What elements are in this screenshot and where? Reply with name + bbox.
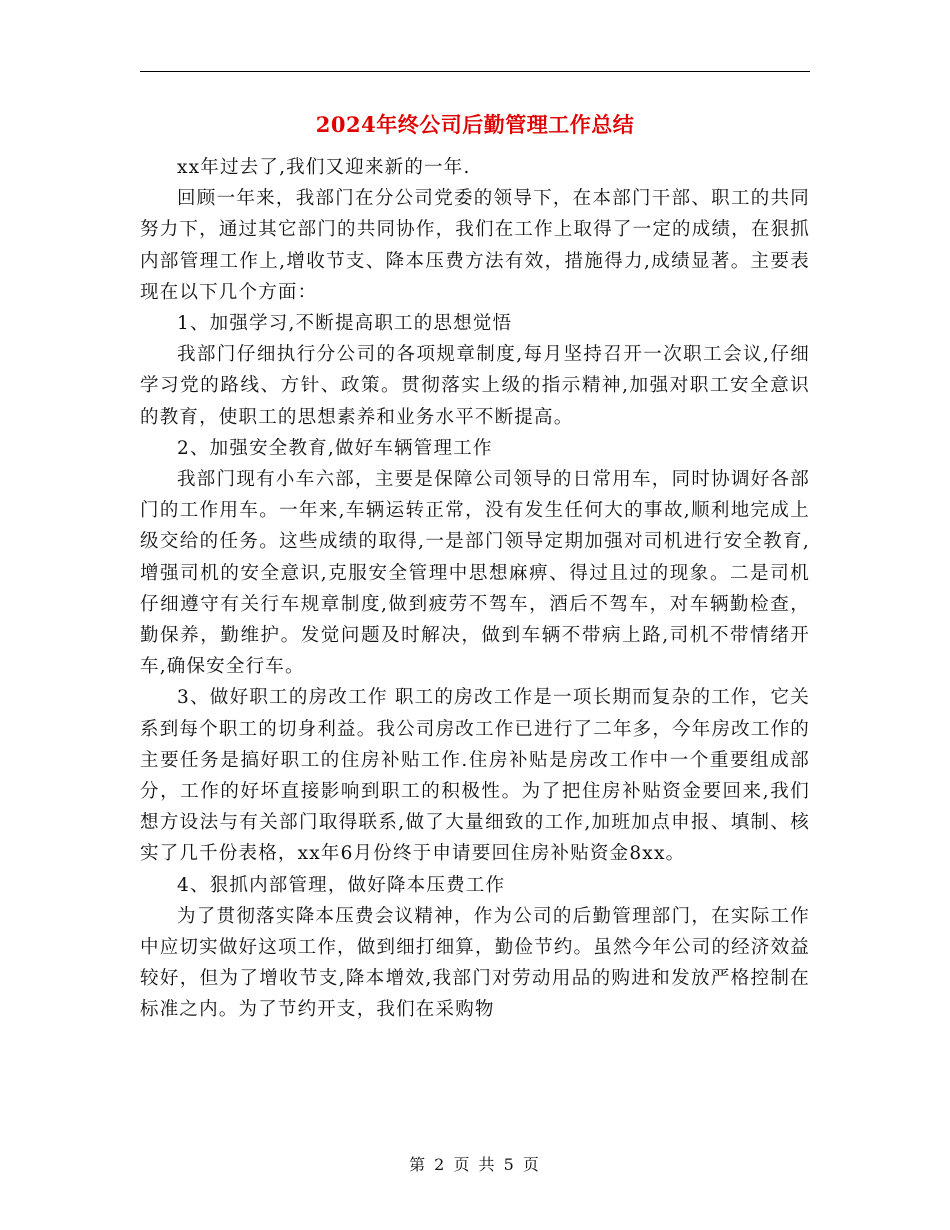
paragraph-section-3: 3、做好职工的房改工作 职工的房改工作是一项长期而复杂的工作，它关系到每个职工的切身利益。我公司房改工作已进行了二年多，今年房改工作的主要任务是搞好职工的住房补贴工作.住房补贴是房改工作中一个重要组成部分，工作的好坏直接影响到职工的积极性。为了把住房补贴资金要回来,我们想方设法与有关部门取得联系,做了大量细致的工作,加班加点申报、填制、核实了几千份表格，xx年6月份终于申请要回住房补贴资金8xx。: [140, 687, 810, 865]
paragraph-section-4: 为了贯彻落实降本压费会议精神，作为公司的后勤管理部门，在实际工作中应切实做好这项工作，做到细打细算，勤俭节约。虽然今年公司的经济效益较好，但为了增收节支,降本增效,我部门对劳动用品的购进和发放严格控制在标准之内。为了节约开支，我们在采购物: [140, 905, 810, 1021]
paragraph-intro: xx年过去了,我们又迎来新的一年.: [177, 157, 471, 178]
paragraph-section-1: 我部门仔细执行分公司的各项规章制度,每月坚持召开一次职工会议,仔细学习党的路线、方针、政策。贯彻落实上级的指示精神,加强对职工安全意识的教育，使职工的思想素养和业务水平不断提高。: [140, 344, 810, 428]
document-body: [140, 152, 810, 1026]
section-heading-4: 4、狠抓内部管理，做好降本压费工作: [177, 874, 506, 896]
paragraph-section-2: 我部门现有小车六部，主要是保障公司领导的日常用车，同时协调好各部门的工作用车。一年来,车辆运转正常，没有发生任何大的事故,顺利地完成上级交给的任务。这些成绩的取得,一是部门领导定期加强对司机进行安全教育,增强司机的安全意识,克服安全管理中思想麻痹、得过且过的现象。二是司机仔细遵守有关行车规章制度,做到疲劳不驾车，酒后不驾车，对车辆勤检查，勤保养，勤维护。发觉问题及时解决，做到车辆不带病上路,司机不带情绪开车,确保安全行车。: [140, 469, 810, 678]
document-title: 2024年终公司后勤管理工作总结: [315, 112, 635, 137]
page-number-footer: 第 2 页 共 5 页: [409, 1155, 541, 1174]
header-rule: [140, 71, 810, 72]
paragraph-review: 回顾一年来，我部门在分公司党委的领导下，在本部门干部、职工的共同努力下，通过其它部门的共同协作，我们在工作上取得了一定的成绩，在狠抓内部管理工作上,增收节支、降本压费方法有效，措施得力,成绩显著。主要表现在以下几个方面：: [140, 188, 810, 303]
section-heading-2: 2、加强安全教育,做好车辆管理工作: [177, 437, 493, 459]
section-heading-1: 1、加强学习,不断提高职工的思想觉悟: [177, 313, 513, 335]
